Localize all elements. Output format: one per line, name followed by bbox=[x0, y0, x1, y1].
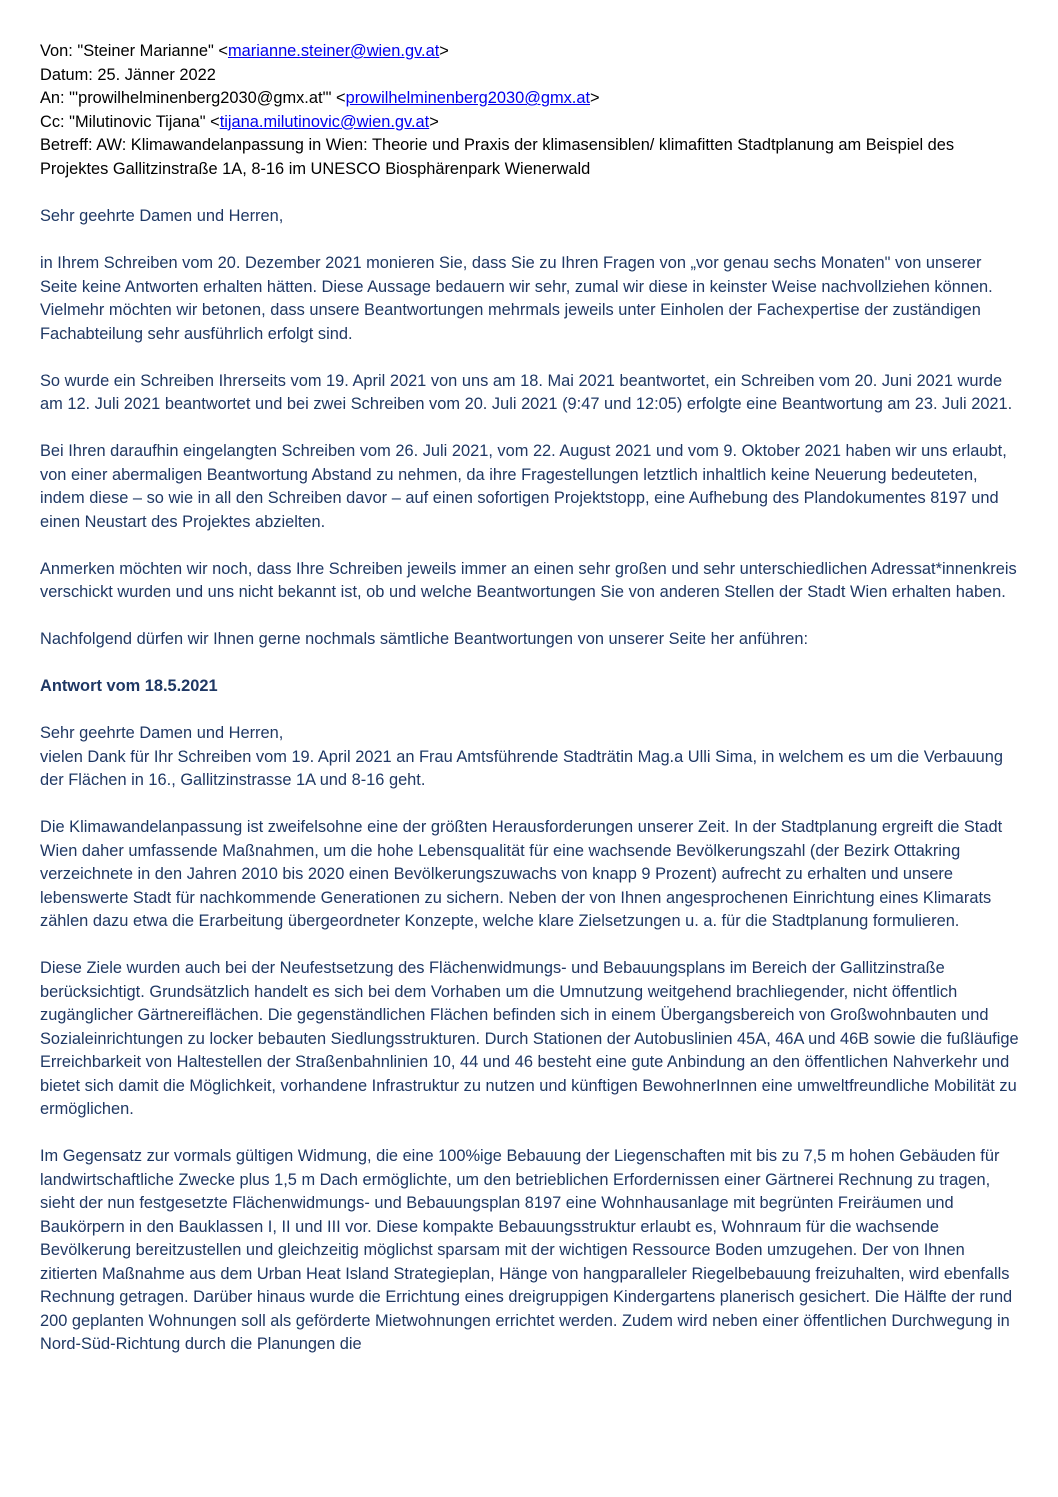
salutation: Sehr geehrte Damen und Herren, bbox=[40, 207, 284, 225]
paragraph-6: vielen Dank für Ihr Schreiben vom 19. April 2021 an Frau Amtsführende Stadträtin Mag.a Ulli Sima, in welchem es um die Verbauung der Flächen in 16., Gallitzinstrasse 1A und 8-16 geht. bbox=[40, 747, 1003, 789]
paragraph-7: Die Klimawandelanpassung ist zweifelsohne eine der größten Herausforderungen unserer Zeit. In der Stadtplanung ergreift die Stadt Wien daher umfassende Maßnahmen, um die hohe Lebensqualität für eine wachsende Bevölkerungszahl (der Bezirk Ottakring verzeichnete in den Jahren 2010 bis 2020 einen Bevölkerungszuwachs von knapp 9 Prozent) aufrecht zu erhalten und unsere lebenswerte Stadt für nachkommende Generationen zu sichern. Neben der von Ihnen angesprochenen Einrichtung eines Klimarats zählen dazu etwa die Erarbeitung übergeordneter Konzepte, welche klare Zielsetzungen u. a. für die Stadtplanung formulieren. bbox=[40, 818, 1003, 930]
from-label: Von: bbox=[40, 42, 78, 60]
cc-line bbox=[40, 111, 1020, 135]
from-line bbox=[40, 40, 1020, 64]
to-label: An: "'prowilhelminenberg2030@gmx.at'" < bbox=[40, 89, 346, 107]
paragraph-1: in Ihrem Schreiben vom 20. Dezember 2021 monieren Sie, dass Sie zu Ihren Fragen von „vor genau sechs Monaten" von unserer Seite keine Antworten erhalten hätten. Diese Aussage bedauern wir sehr, zumal wir diese in keinster Weise nachvollziehen können. Vielmehr möchten wir betonen, dass unsere Beantwortungen mehrmals jeweils unter Einholen der Fachexpertise der zuständigen Fachabteilung sehr ausführlich erfolgt sind. bbox=[40, 254, 993, 343]
email-header bbox=[40, 40, 1020, 181]
subject-line: Betreff: AW: Klimawandelanpassung in Wien: Theorie und Praxis der klimasensiblen/ klimafitten Stadtplanung am Beispiel des Projektes Gallitzinstraße 1A, 8-16 im UNESCO Biosphärenpark Wienerwald bbox=[40, 136, 955, 178]
from-email-link[interactable]: marianne.steiner@wien.gv.at bbox=[227, 42, 440, 60]
cc-label: Cc: "Milutinovic Tijana" < bbox=[40, 112, 220, 131]
paragraph-9: Im Gegensatz zur vormals gültigen Widmung, die eine 100%ige Bebauung der Liegenschaften mit bis zu 7,5 m hohen Gebäuden für landwirtschaftliche Zwecke plus 1,5 m Dach ermöglichte, um den betrieblichen Erfordernissen einer Gärtnerei Rechnung zu tragen, sieht der nun festgesetzte Flächenwidmungs- und Bebauungsplan 8197 eine Wohnhausanlage mit begrünten Freiräumen und Baukörpern in den Bauklassen I, II und III vor. Diese kompakte Bebauungsstruktur erlaubt es, Wohnraum für die wachsende Bevölkerung bereitzustellen und gleichzeitig möglichst sparsam mit der wichtigen Ressource Boden umzugehen. Der von Ihnen zitierten Maßnahme aus dem Urban Heat Island Strategieplan, Hänge von hangparalleler Riegelbebauung freizuhalten, wird ebenfalls Rechnung getragen. Darüber hinaus wurde die Errichtung eines dreigruppigen Kindergartens planerisch gesichert. Die Hälfte der rund 200 geplanten Wohnungen soll als geförderte Mietwohnungen errichtet werden. Zudem wird neben einer öffentlichen Durchwegung in Nord-Süd-Richtung durch die Planungen die bbox=[40, 1147, 1013, 1353]
to-close: > bbox=[590, 89, 600, 107]
paragraph-8: Diese Ziele wurden auch bei der Neufestsetzung des Flächenwidmungs- und Bebauungsplans im Bereich der Gallitzinstraße berücksichtigt. Grundsätzlich handelt es sich bei dem Vorhaben um die Umnutzung weitgehend brachliegender, nicht öffentlich zugänglicher Gärtnereiflächen. Die gegenständlichen Flächen befinden sich in einem Übergangsbereich von Großwohnbauten und Sozialeinrichtungen zu locker bebauten Siedlungsstrukturen. Durch Stationen der Autobuslinien 45A, 46A und 46B sowie die fußläufige Erreichbarkeit von Haltestellen der Straßenbahnlinien 10, 44 und 46 besteht eine gute Anbindung an den öffentlichen Nahverkehr und bietet sich damit die Möglichkeit, vorhandene Infrastruktur zu nutzen und künftigen BewohnerInnen eine umweltfreundliche Mobilität zu ermöglichen. bbox=[40, 959, 1019, 1118]
section-salutation: Sehr geehrte Damen und Herren, bbox=[40, 724, 284, 742]
email-document bbox=[40, 40, 1020, 1357]
to-email-link[interactable]: prowilhelminenberg2030@gmx.at bbox=[345, 89, 591, 107]
cc-close: > bbox=[429, 112, 439, 131]
section-heading: Antwort vom 18.5.2021 bbox=[40, 677, 218, 695]
cc-email-link[interactable]: tijana.milutinovic@wien.gv.at bbox=[219, 112, 430, 131]
date-line: Datum: 25. Jänner 2022 bbox=[40, 65, 216, 84]
from-close: > bbox=[439, 42, 449, 60]
email-body bbox=[40, 205, 1020, 1357]
to-line bbox=[40, 87, 1020, 111]
paragraph-5: Nachfolgend dürfen wir Ihnen gerne nochmals sämtliche Beantwortungen von unserer Seite her anführen: bbox=[40, 630, 809, 648]
paragraph-4: Anmerken möchten wir noch, dass Ihre Schreiben jeweils immer an einen sehr großen und sehr unterschiedlichen Adressat*innenkreis verschickt wurden und uns nicht bekannt ist, ob und welche Beantwortungen Sie von anderen Stellen der Stadt Wien erhalten haben. bbox=[40, 559, 1017, 601]
from-name: "Steiner Marianne" < bbox=[77, 42, 228, 60]
paragraph-3: Bei Ihren daraufhin eingelangten Schreiben vom 26. Juli 2021, vom 22. August 2021 und vom 9. Oktober 2021 haben wir uns erlaubt, von einer abermaligen Beantwortung Abstand zu nehmen, da ihre Fragestellungen letztlich inhaltlich keine Neuerung bedeuteten, indem diese – so wie in all den Schreiben davor – auf einen sofortigen Projektstopp, eine Aufhebung des Plandokumentes 8197 und einen Neustart des Projektes abzielten. bbox=[40, 442, 1007, 531]
paragraph-2: So wurde ein Schreiben Ihrerseits vom 19. April 2021 von uns am 18. Mai 2021 beantwortet, ein Schreiben vom 20. Juni 2021 wurde am 12. Juli 2021 beantwortet und bei zwei Schreiben vom 20. Juli 2021 (9:47 und 12:05) erfolgte eine Beantwortung am 23. Juli 2021. bbox=[40, 371, 1013, 413]
